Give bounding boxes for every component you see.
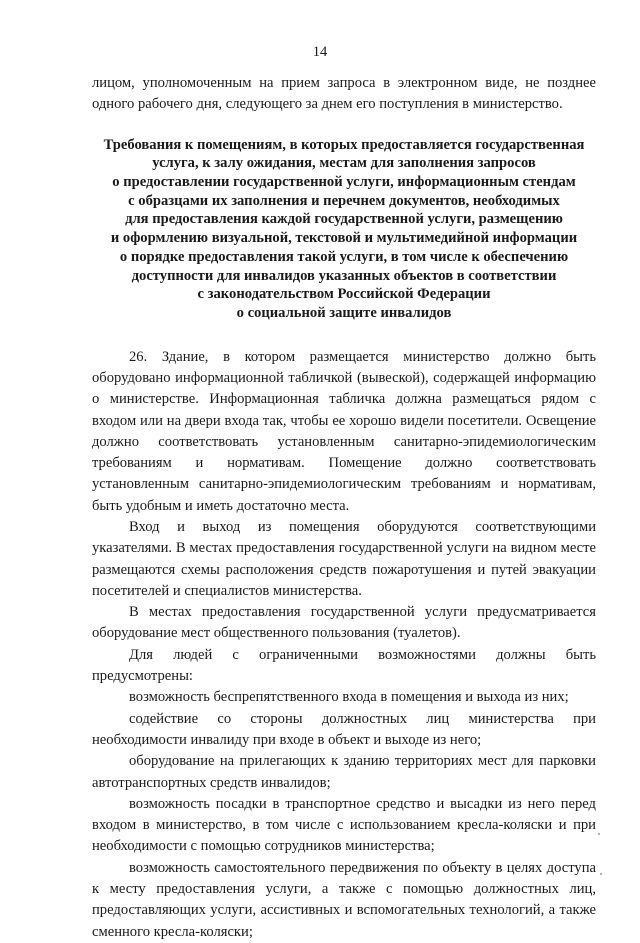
heading-line: с законодательством Российской Федерации xyxy=(197,286,491,303)
heading-line: Требования к помещениям, в которых предоставляется государственная xyxy=(103,136,585,153)
paragraph-26: 26. Здание, в котором размещается министерство должно быть оборудовано информационной табличкой (вывеской), содержащей информацию о министерстве. Информационная табличка должна размещаться рядом с входом или на двери входа так, чтобы ее хорошо видели посетители. Освещение должно соответствовать установленным санитарно-эпидемиологическим требованиям и нормативам. Помещение должно соответствовать установленным санитарно-эпидемиологическим требованиям и нормативам, быть удобным и иметь достаточно места. xyxy=(92,348,596,514)
list-item: оборудование на прилегающих к зданию территориях мест для парковки автотранспортных средств инвалидов; xyxy=(92,753,596,791)
section-heading xyxy=(92,136,596,323)
heading-line: для предоставления каждой государственной услуги, размещению xyxy=(125,211,563,228)
heading-line: о предоставлении государственной услуги, информационным стендам xyxy=(112,174,576,190)
list-item: возможность самостоятельного передвижения по объекту в целях доступа к месту предоставления услуги, а также с помощью должностных лиц, предоставляющих услуги, ассистивных и вспомогательных технологий, а также сменного кресла-коляски; xyxy=(92,859,596,940)
document-body xyxy=(92,73,596,943)
list-item: содействие со стороны должностных лиц министерства при необходимости инвалиду при входе в объект и выходе из него; xyxy=(92,710,596,748)
paragraph-public-facilities: В местах предоставления государственной услуги предусматривается оборудование мест общественного пользования (туалетов). xyxy=(92,604,596,642)
list-item: возможность беспрепятственного входа в помещения и выхода из них; xyxy=(129,689,569,706)
scan-speck xyxy=(600,873,602,875)
heading-line: доступности для инвалидов указанных объектов в соответствии xyxy=(131,267,557,284)
heading-line: о социальной защите инвалидов xyxy=(236,304,452,321)
heading-line: и оформлению визуальной, текстовой и мультимедийной информации xyxy=(110,230,578,247)
page-number: 14 xyxy=(312,44,328,60)
intro-paragraph: лицом, уполномоченным на прием запроса в электронном виде, не позднее одного рабочего дня, следующего за днем его поступления в министерство. xyxy=(92,75,596,113)
heading-line: о порядке предоставления такой услуги, в том числе к обеспечению xyxy=(119,248,569,265)
list-item: возможность посадки в транспортное средство и высадки из него перед входом в министерство, в том числе с использованием кресла-коляски и при необходимости с помощью сотрудников министерства; xyxy=(92,795,596,855)
scan-speck xyxy=(598,833,600,835)
heading-line: услуга, к залу ожидания, местам для заполнения запросов xyxy=(152,155,536,172)
paragraph-disability-intro: Для людей с ограниченными возможностями должны быть предусмотрены: xyxy=(92,646,596,685)
paragraph-entrance-exit: Вход и выход из помещения оборудуются соответствующими указателями. В местах предоставления государственной услуги на видном месте размещаются схемы расположения средств пожаротушения и путей эвакуации посетителей и специалистов министерства. xyxy=(92,519,596,599)
heading-line: с образцами их заполнения и перечнем документов, необходимых xyxy=(128,192,560,209)
